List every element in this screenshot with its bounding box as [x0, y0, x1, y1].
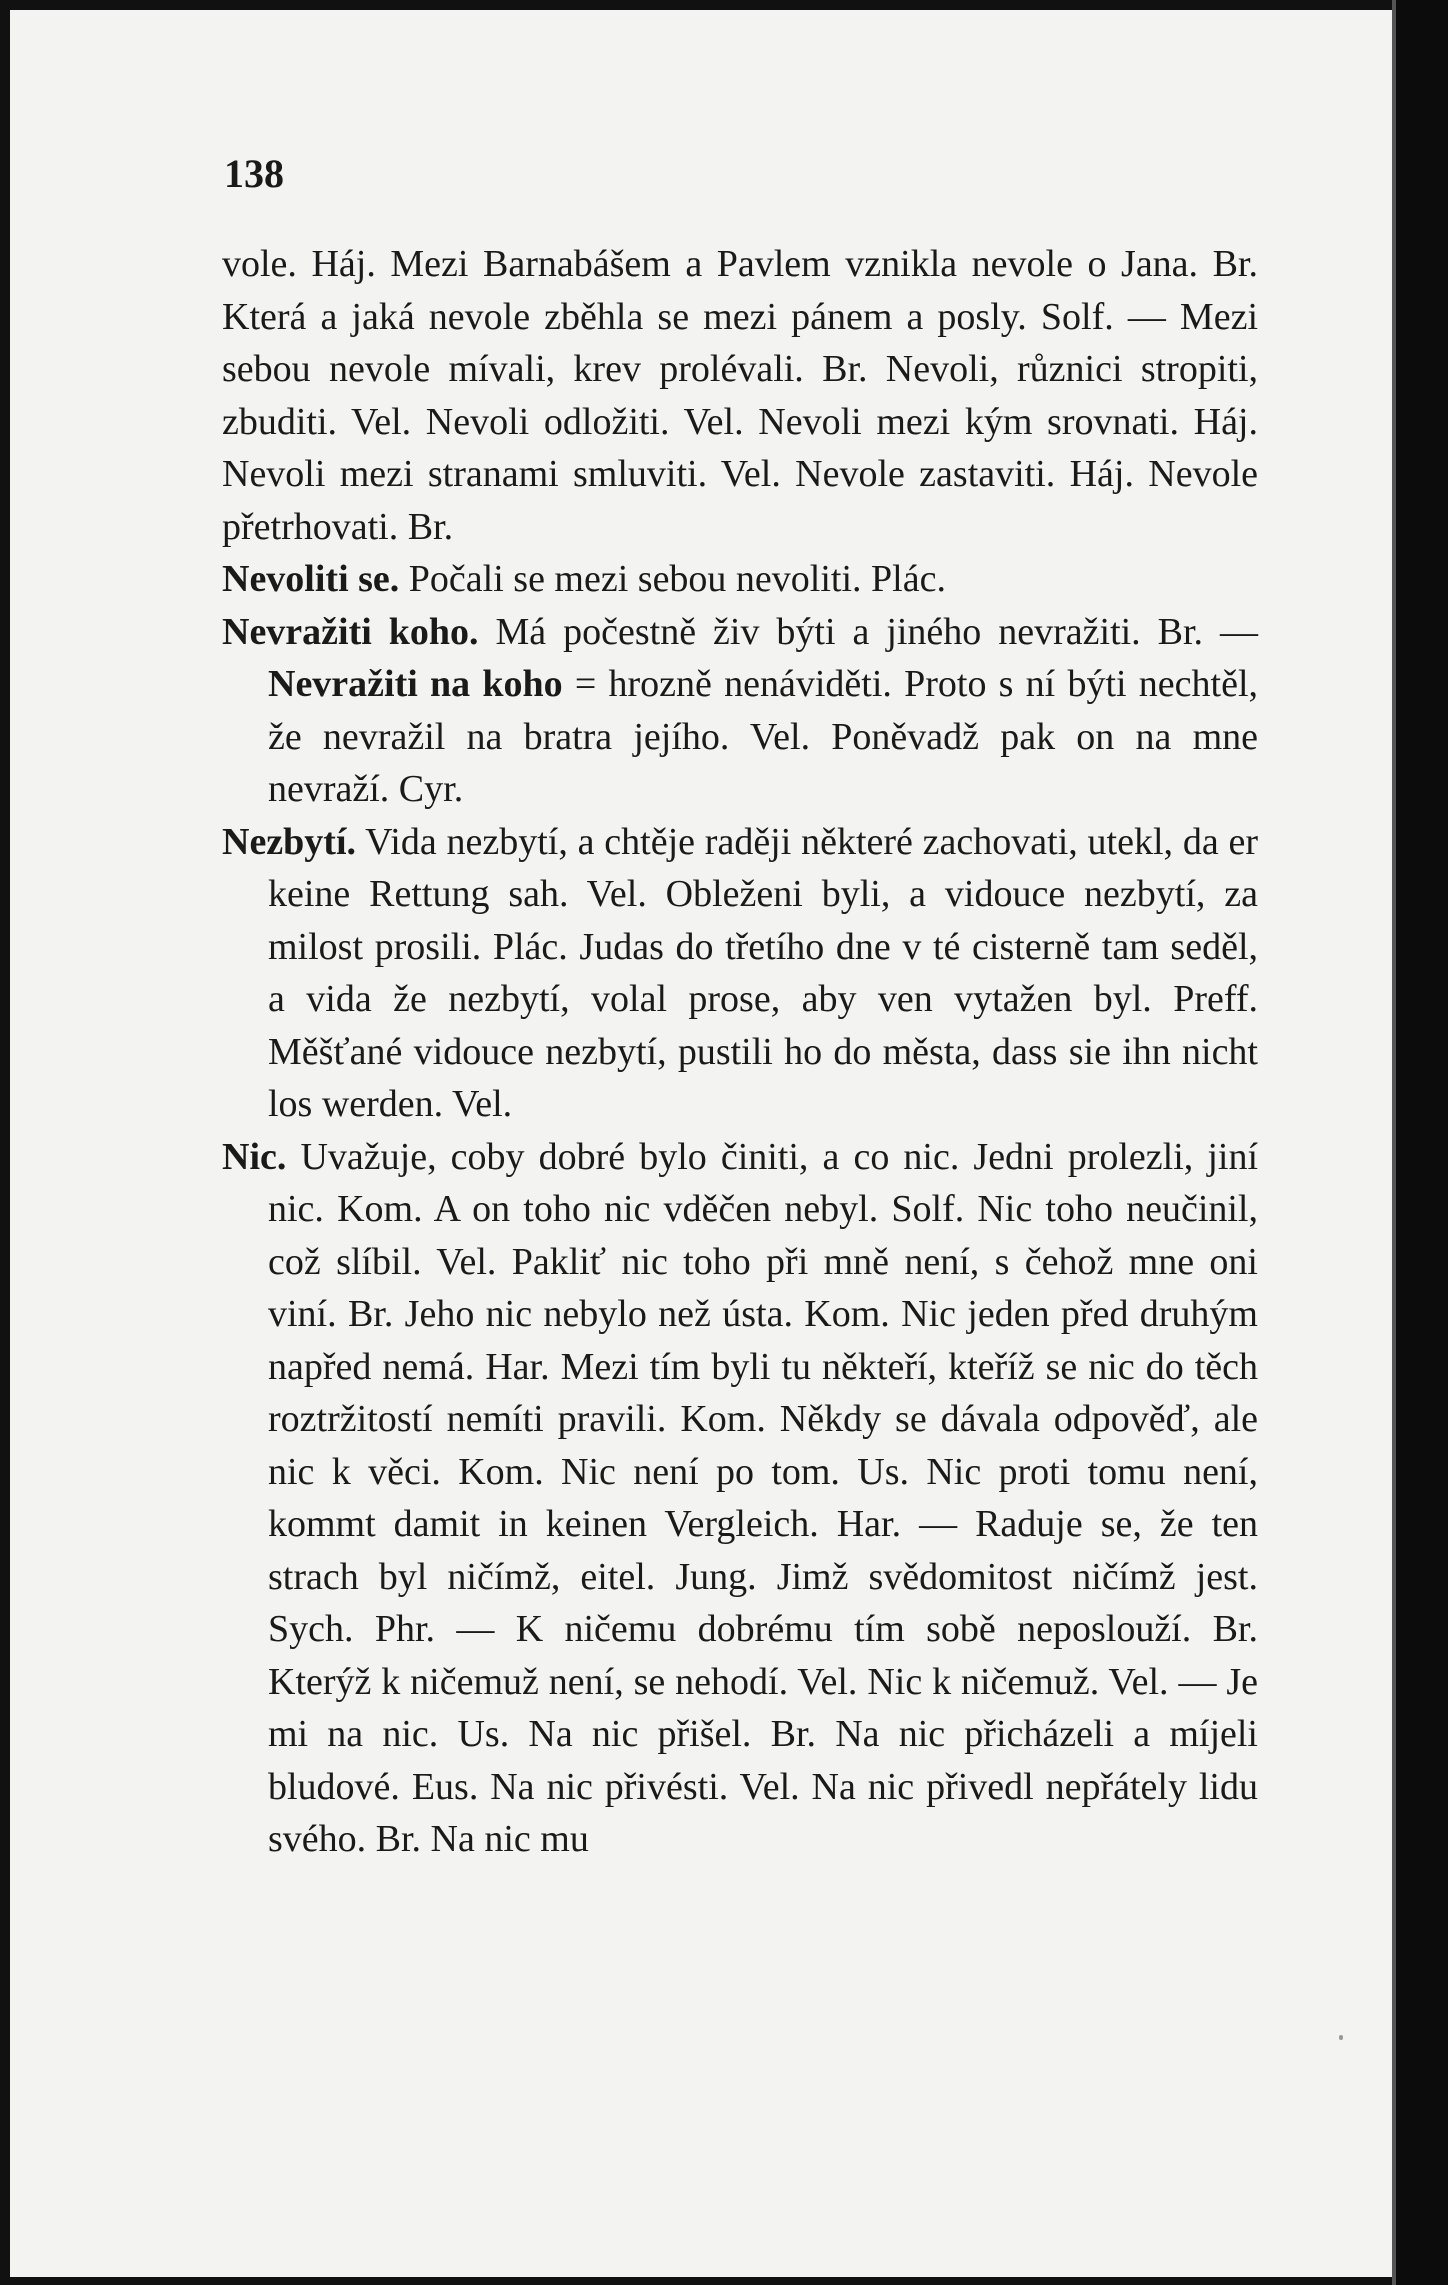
entry-nevoliti-se	[222, 553, 1258, 606]
scan-border-left	[0, 0, 10, 2285]
headword: Nezbytí.	[222, 820, 357, 863]
headword: Nic.	[222, 1135, 287, 1178]
scan-border-top	[0, 0, 1448, 10]
entry-text: Počali se mezi sebou nevoliti. Plác.	[408, 558, 946, 600]
entry-text-continued: = hrozně nenáviděti. Proto s ní býti nechtěl, že nevražil na bratra jejího. Vel. Poněvadž pak on na mne nevraží. Cyr.	[268, 663, 1259, 810]
scan-border-bottom	[0, 2277, 1448, 2285]
entry-text: Má počestně živ býti a jiného nevražiti. Br. —	[495, 610, 1259, 653]
entry-continuation	[222, 238, 1258, 553]
dictionary-text	[222, 238, 1258, 1866]
headword: Nevražiti koho.	[222, 610, 479, 653]
scan-border-right	[1396, 0, 1448, 2285]
scan-speck	[1339, 2035, 1343, 2040]
entry-nezbyti	[222, 816, 1258, 1131]
page-number: 138	[224, 151, 284, 196]
entry-nevraziti-koho	[222, 606, 1258, 816]
inline-headword: Nevražiti na koho	[268, 663, 563, 705]
entry-text: vole. Háj. Mezi Barnabášem a Pavlem vznikla nevole o Jana. Br. Která a jaká nevole zběhla se mezi pánem a posly. Solf. — Mezi sebou nevole mívali, krev prolévali. Br. Nevoli, různici stropiti, zbuditi. Vel. Nevoli odložiti. Vel. Nevoli mezi kým srovnati. Háj. Nevoli mezi stranami smluviti. Vel. Nevole zastaviti. Háj. Nevole přetrhovati. Br.	[222, 243, 1258, 548]
entry-nic	[222, 1131, 1258, 1866]
entry-text: Uvažuje, coby dobré bylo činiti, a co nic. Jedni prolezli, jiní nic. Kom. A on toho nic vděčen nebyl. Solf. Nic toho neučinil, což slíbil. Vel. Pakliť nic toho při mně není, s čehož mne oni viní. Br. Jeho nic nebylo než ústa. Kom. Nic jeden před druhým napřed nemá. Har. Mezi tím byli tu někteří, kteříž se nic do těch roztržitostí nemíti pravili. Kom. Někdy se dávala odpověď, ale nic k věci. Kom. Nic není po tom. Us. Nic proti tomu není, kommt damit in keinen Vergleich. Har. — Raduje se, že ten strach byl ničímž, eitel. Jung. Jimž svědomitost ničímž jest. Sych. Phr. — K ničemu dobrému tím sobě neposlouží. Br. Kterýž k ničemuž není, se nehodí. Vel. Nic k ničemuž. Vel. — Je mi na nic. Us. Na nic přišel. Br. Na nic přicházeli a míjeli bludové. Eus. Na nic přivésti. Vel. Na nic přivedl nepřátely lidu svého. Br. Na nic mu	[268, 1135, 1259, 1860]
entry-text: Vida nezbytí, a chtěje raději některé zachovati, utekl, da er keine Rettung sah. Vel. Obleženi byli, a vidouce nezbytí, za milost prosili. Plác. Judas do třetího dne v té cisterně tam seděl, a vida že nezbytí, volal prose, aby ven vytažen byl. Preff. Měšťané vidouce nezbytí, pustili ho do města, dass sie ihn nicht los werden. Vel.	[268, 820, 1258, 1125]
headword: Nevoliti se.	[222, 558, 400, 600]
